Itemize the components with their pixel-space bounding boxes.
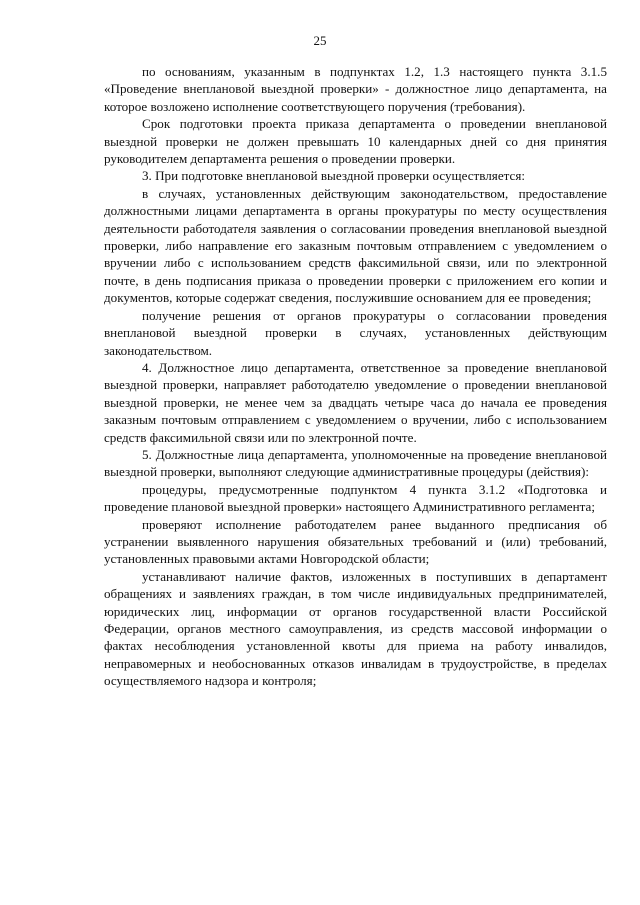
paragraph-prosecutor-application: в случаях, установленных действующим законодательством, предоставление должностными лицами департамента в органы прокуратуры по месту осуществления деятельности работодателя заявления о согласовании проведения внеплановой выездной проверки, либо направление его заказным почтовым отправлением с уведомлением о вручении либо с использованием средств факсимильной связи, или по электронной почте, в день подписания приказа о проведении проверки с приложением его копии и документов, которые содержат сведения, послужившие основанием для ее проведения; <box>104 185 607 306</box>
paragraph-item-4-notification: 4. Должностное лицо департамента, ответственное за проведение внеплановой выездной проверки, направляет работодателю уведомление о проведении внеплановой выездной проверки, не менее чем за двадцать четыре часа до начала ее проведения заказным почтовым отправлением с уведомлением о вручении, либо с использованием средств факсимильной связи или по электронной почте. <box>104 359 607 445</box>
paragraph-item-5-procedures: 5. Должностные лица департамента, уполномоченные на проведение внеплановой выездной проверки, выполняют следующие административные процедуры (действия): <box>104 446 607 480</box>
document-body <box>104 63 607 690</box>
paragraph-prosecutor-decision: получение решения от органов прокуратуры о согласовании проведения внеплановой выездной проверки в случаях, установленных действующим законодательством. <box>104 307 607 358</box>
paragraph-order-deadline: Срок подготовки проекта приказа департамента о проведении внеплановой выездной проверки не должен превышать 10 календарных дней со дня принятия руководителем департамента решения о проведении проверки. <box>104 116 607 167</box>
paragraph-check-prescription: проверяют исполнение работодателем ранее выданного предписания об устранении выявленного нарушения обязательных требований и (или) требований, установленных правовыми актами Новгородской области; <box>104 516 607 567</box>
paragraph-establish-facts: устанавливают наличие фактов, изложенных в поступивших в департамент обращениях и заявлениях граждан, в том числе индивидуальных предпринимателей, юридических лиц, информации от органов государственной власти Российской Федерации, органов местного самоуправления, из средств массовой информации о фактах несоблюдения установленной квоты для приема на работу инвалидов, неправомерных и необоснованных отказов инвалидам в трудоустройстве, в пределах осуществляемого надзора и контроля; <box>104 568 607 689</box>
paragraph-grounds-continuation: по основаниям, указанным в подпунктах 1.2, 1.3 настоящего пункта 3.1.5 «Проведение внеплановой выездной проверки» - должностное лицо департамента, на которое возложено исполнение соответствующего поручения (требования). <box>104 64 607 114</box>
paragraph-procedures-reference: процедуры, предусмотренные подпунктом 4 пункта 3.1.2 «Подготовка и проведение плановой выездной проверки» настоящего Административного регламента; <box>104 481 607 515</box>
page-number: 25 <box>313 33 327 48</box>
paragraph-item-3-heading: 3. При подготовке внеплановой выездной проверки осуществляется: <box>142 168 525 184</box>
